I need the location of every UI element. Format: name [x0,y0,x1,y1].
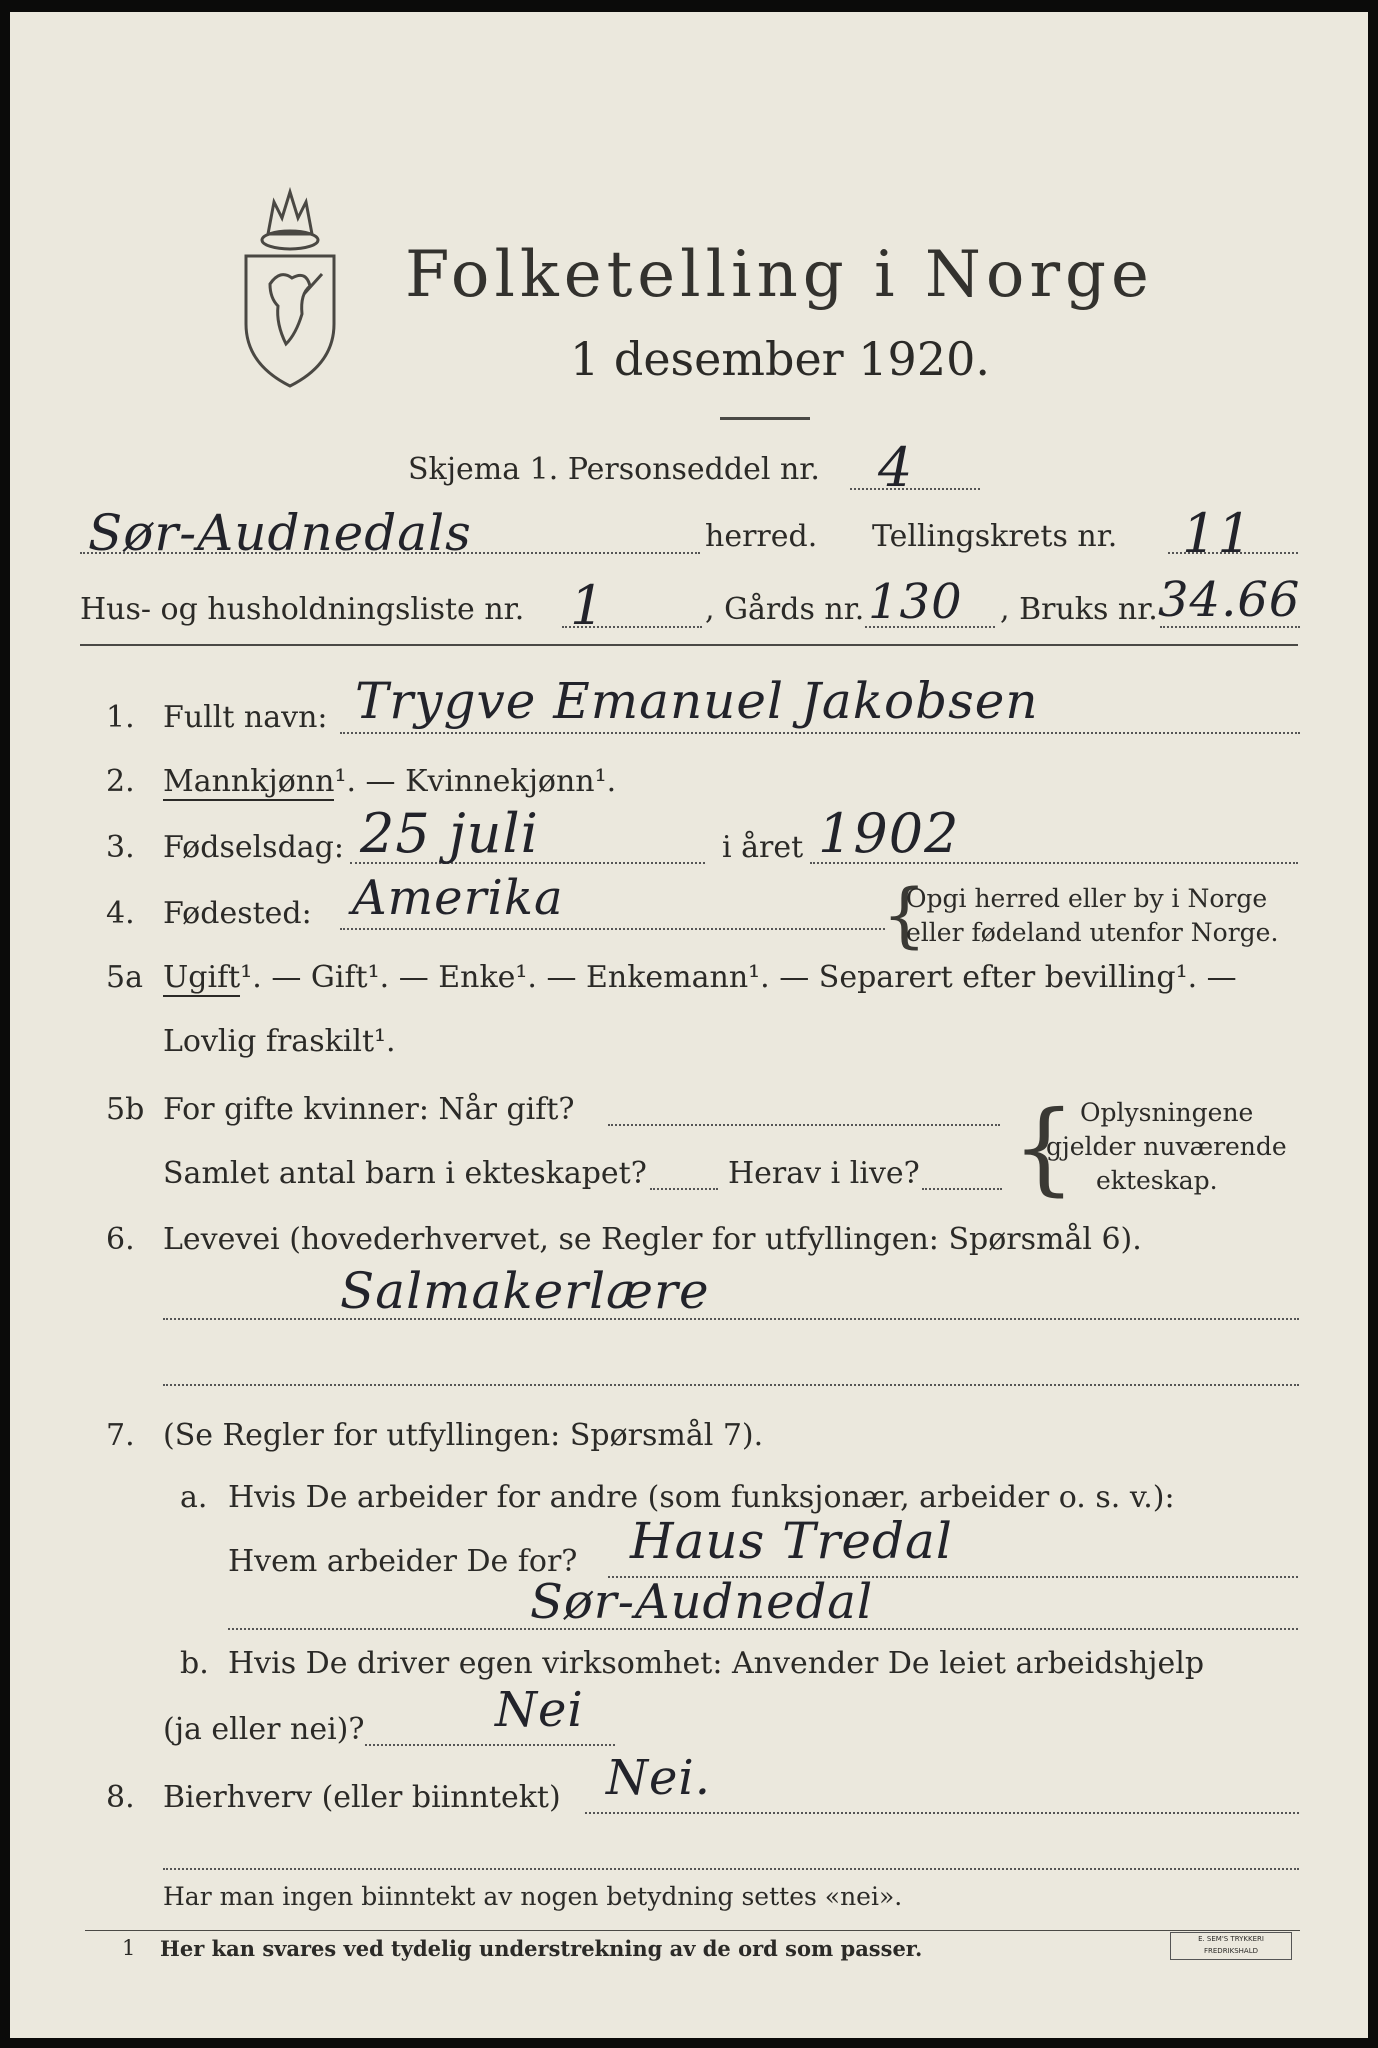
herred-line [80,552,700,554]
hus-label: Hus- og husholdningsliste nr. [80,592,525,627]
tellingskrets-label: Tellingskrets nr. [872,519,1118,554]
side-income-note: Har man ingen biinntekt av nogen betydning settes «nei». [163,1882,903,1911]
q6-line-2 [163,1384,1299,1386]
q7-number: 7. [106,1418,135,1453]
q6-label: Levevei (hovederhvervet, se Regler for utfyllingen: Spørsmål 6). [163,1222,1142,1257]
q4-number: 4. [106,896,135,931]
marital-options: Ugift¹. — Gift¹. — Enke¹. — Enkemann¹. — Separert efter bevilling¹. — [163,960,1237,995]
q7b-label: Hvis De driver egen virksomhet: Anvender De leiet arbeidshjelp [228,1646,1205,1681]
q8-line [585,1812,1299,1814]
q4-brace: { [882,874,927,956]
q8-label: Bierhverv (eller biinntekt) [163,1780,561,1815]
q3-label: Fødselsdag: [163,830,344,865]
children-line [650,1188,718,1190]
hired-help-value[interactable]: Nei [495,1682,584,1738]
alive-line [922,1188,1002,1190]
sex-options: Mannkjønn¹. — Kvinnekjønn¹. [163,764,617,799]
q5b-note-3: ekteskap. [1096,1166,1218,1195]
birthday-value[interactable]: 25 juli [360,802,539,865]
q8-number: 8. [106,1780,135,1815]
schema-label: Skjema 1. Personseddel nr. [408,452,820,487]
form-title: Folketelling i Norge [405,238,1154,312]
tellingskrets-value[interactable]: 11 [1182,502,1253,565]
q5b-note-2: gjelder nuværende [1046,1132,1287,1161]
header-divider [80,644,1298,646]
bruks-label: , Bruks nr. [1000,592,1158,627]
employer-value[interactable]: Haus Tredal [630,1512,953,1570]
q4-label: Fødested: [163,896,312,931]
gards-value[interactable]: 130 [868,574,963,630]
occupation-value[interactable]: Salmakerlære [340,1262,710,1320]
female-option[interactable]: Kvinnekjønn [405,764,595,799]
ugift-option[interactable]: Ugift [163,960,241,995]
q1-line [340,732,1300,734]
coat-of-arms-icon [230,174,350,394]
q5b-brace: { [1012,1089,1076,1206]
q7-label: (Se Regler for utfyllingen: Spørsmål 7). [163,1418,764,1453]
male-option[interactable]: Mannkjønn [163,764,335,799]
q1-label: Fullt navn: [163,700,328,735]
birth-year-value[interactable]: 1902 [818,802,960,865]
census-date: 1 desember 1920. [570,332,990,386]
q6-number: 6. [106,1222,135,1257]
printer-stamp: E. SEM'S TRYKKERI FREDRIKSHALD [1170,1932,1292,1960]
employer-place-value[interactable]: Sør-Audnedal [530,1574,874,1630]
q7a-letter: a. [180,1480,208,1515]
q7a-question: Hvem arbeider De for? [228,1544,578,1579]
q7a-line-2 [228,1628,1298,1630]
q7b-letter: b. [180,1646,209,1681]
census-form-page [10,12,1368,2038]
q5b-note-1: Oplysningene [1080,1098,1254,1127]
q7b-line [365,1744,615,1746]
q7b-question: (ja eller nei)? [163,1712,365,1747]
hus-value[interactable]: 1 [570,574,606,637]
herred-label: herred. [705,519,818,554]
bruks-value[interactable]: 34.66 [1158,572,1301,628]
personseddel-line [850,488,980,490]
q6-line-1 [163,1318,1299,1320]
footnote-rule [85,1930,1300,1931]
q4-note-1: Opgi herred eller by i Norge [906,884,1268,913]
year-label: i året [722,830,804,865]
q1-number: 1. [106,700,135,735]
q5b-label2: Samlet antal barn i ekteskapet? [163,1156,647,1191]
q5b-label1: For gifte kvinner: Når gift? [163,1092,575,1127]
q7a-label: Hvis De arbeider for andre (som funksjonær, arbeider o. s. v.): [228,1480,1175,1515]
gards-label: , Gårds nr. [705,592,865,627]
marital-options-line2[interactable]: Lovlig fraskilt¹. [163,1024,396,1059]
married-when-line [608,1124,1000,1126]
footnote-mark: 1 [122,1936,136,1960]
q5b-number: 5b [106,1092,145,1127]
full-name-value[interactable]: Trygve Emanuel Jakobsen [355,672,1039,730]
title-rule [720,417,810,420]
footnote: Her kan svares ved tydelig understrekning av de ord som passer. [160,1936,923,1961]
personseddel-nr[interactable]: 4 [878,436,914,499]
q5b-label3: Herav i live? [728,1156,920,1191]
q4-note-2: eller fødeland utenfor Norge. [906,918,1279,947]
herred-value[interactable]: Sør-Audnedals [88,504,472,562]
q5a-number: 5a [106,960,143,995]
q8-line-2 [163,1868,1299,1870]
q3-number: 3. [106,830,135,865]
q4-line [340,928,885,930]
q2-number: 2. [106,764,135,799]
birthplace-value[interactable]: Amerika [352,870,564,926]
side-income-value[interactable]: Nei. [606,1750,712,1806]
